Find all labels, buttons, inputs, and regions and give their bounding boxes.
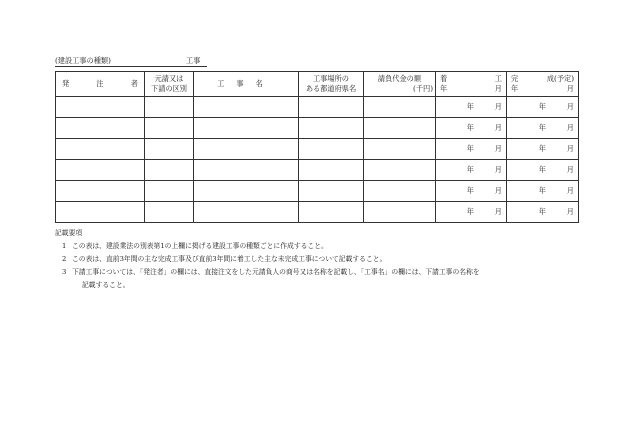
- work-name-cell[interactable]: [194, 202, 299, 223]
- table-row: [56, 202, 579, 223]
- end-month-label: 月: [566, 186, 574, 195]
- header-category-line2: 下請の区別: [151, 84, 187, 93]
- instruction-number: 1: [62, 242, 67, 250]
- end-year-label: 年: [538, 165, 546, 174]
- end-year-label: 年: [538, 144, 546, 153]
- instruction-text: この表は、直前3年間の主な完成工事及び直前3年間に着工した主な未完成工事について記載すること。: [72, 255, 387, 263]
- start-year-label: 年: [466, 123, 474, 132]
- orderer-cell[interactable]: [56, 202, 145, 223]
- instruction-continuation: 記載すること。: [82, 281, 130, 289]
- instruction-number: 3: [62, 268, 67, 276]
- start-month-label: 月: [494, 102, 502, 111]
- orderer-cell[interactable]: [56, 160, 145, 181]
- end-date-cell[interactable]: [507, 139, 579, 160]
- start-month-label: 月: [494, 186, 502, 195]
- location-cell[interactable]: [299, 160, 364, 181]
- end-year-label: 年: [538, 186, 546, 195]
- category-cell[interactable]: [145, 202, 194, 223]
- instruction-number: 2: [62, 255, 67, 263]
- location-cell[interactable]: [299, 118, 364, 139]
- amount-cell[interactable]: [364, 160, 436, 181]
- end-month-label: 月: [566, 123, 574, 132]
- amount-cell[interactable]: [364, 139, 436, 160]
- location-cell[interactable]: [299, 97, 364, 118]
- amount-cell[interactable]: [364, 97, 436, 118]
- instructions-heading: 記載要項: [55, 229, 83, 237]
- amount-cell[interactable]: [364, 118, 436, 139]
- table-row: [56, 181, 579, 202]
- end-month-label: 月: [566, 144, 574, 153]
- construction-type-label: (建設工事の種類): [55, 56, 111, 65]
- start-date-cell[interactable]: [436, 181, 507, 202]
- category-cell[interactable]: [145, 139, 194, 160]
- header-start-year: 年: [440, 84, 448, 93]
- start-month-label: 月: [494, 123, 502, 132]
- work-name-cell[interactable]: [194, 97, 299, 118]
- header-start-a: 着: [440, 74, 448, 83]
- end-date-cell[interactable]: [507, 118, 579, 139]
- end-month-label: 月: [566, 102, 574, 111]
- start-year-label: 年: [466, 144, 474, 153]
- orderer-cell[interactable]: [56, 97, 145, 118]
- work-name-cell[interactable]: [194, 160, 299, 181]
- construction-type-underline: [55, 66, 207, 67]
- instructions-section: [55, 227, 585, 292]
- header-location: [299, 72, 364, 97]
- header-orderer: 発注者: [56, 72, 145, 97]
- start-year-label: 年: [466, 186, 474, 195]
- header-end: [507, 72, 579, 97]
- header-end-a: 完: [511, 74, 519, 83]
- end-month-label: 月: [566, 165, 574, 174]
- header-start-month: 月: [494, 84, 502, 93]
- end-year-label: 年: [538, 102, 546, 111]
- table-row: [56, 118, 579, 139]
- header-amount-line1: 請負代金の額: [377, 74, 422, 83]
- work-name-cell[interactable]: [194, 139, 299, 160]
- category-cell[interactable]: [145, 160, 194, 181]
- location-cell[interactable]: [299, 139, 364, 160]
- work-name-cell[interactable]: [194, 181, 299, 202]
- start-month-label: 月: [494, 144, 502, 153]
- construction-type-title: [55, 55, 207, 67]
- table-row: [56, 97, 579, 118]
- start-date-cell[interactable]: [436, 202, 507, 223]
- orderer-cell[interactable]: [56, 118, 145, 139]
- table-row: [56, 139, 579, 160]
- header-end-year: 年: [511, 84, 519, 93]
- header-amount-line2: (千円): [413, 84, 433, 93]
- table-header-row: [56, 72, 579, 97]
- amount-cell[interactable]: [364, 181, 436, 202]
- location-cell[interactable]: [299, 181, 364, 202]
- table-row: [56, 160, 579, 181]
- header-start: [436, 72, 507, 97]
- instruction-text: 下請工事については、「発注者」の欄には、直接注文をした元請負人の商号又は名称を記載し、「工事名」の欄には、下請工事の名称を: [72, 268, 480, 276]
- header-location-line1: 工事場所の: [313, 74, 349, 83]
- end-date-cell[interactable]: [507, 181, 579, 202]
- end-date-cell[interactable]: [507, 97, 579, 118]
- instruction-item: [55, 253, 585, 266]
- start-year-label: 年: [466, 207, 474, 216]
- end-date-cell[interactable]: [507, 160, 579, 181]
- orderer-cell[interactable]: [56, 181, 145, 202]
- header-start-b: 工: [494, 74, 502, 83]
- construction-type-suffix: 工事: [186, 56, 201, 65]
- header-end-month: 月: [566, 84, 574, 93]
- start-month-label: 月: [494, 207, 502, 216]
- instruction-text: この表は、建設業法の別表第1の上欄に掲げる建設工事の種類ごとに作成すること。: [72, 242, 328, 250]
- header-amount: [364, 72, 436, 97]
- header-category-line1: 元請又は: [154, 74, 184, 83]
- amount-cell[interactable]: [364, 202, 436, 223]
- header-category: [145, 72, 194, 97]
- end-month-label: 月: [566, 207, 574, 216]
- instruction-item: [55, 240, 585, 253]
- category-cell[interactable]: [145, 118, 194, 139]
- header-work-name: 工事名: [194, 72, 299, 97]
- start-date-cell[interactable]: [436, 118, 507, 139]
- location-cell[interactable]: [299, 202, 364, 223]
- header-end-b: 成(予定): [546, 74, 574, 83]
- start-date-cell[interactable]: [436, 139, 507, 160]
- work-name-cell[interactable]: [194, 118, 299, 139]
- header-location-line2: ある都道府県名: [305, 84, 357, 93]
- end-year-label: 年: [538, 207, 546, 216]
- start-date-cell[interactable]: [436, 97, 507, 118]
- category-cell[interactable]: [145, 97, 194, 118]
- start-date-cell[interactable]: [436, 160, 507, 181]
- end-date-cell[interactable]: [507, 202, 579, 223]
- start-year-label: 年: [466, 165, 474, 174]
- instruction-item: [55, 266, 585, 279]
- orderer-cell[interactable]: [56, 139, 145, 160]
- start-year-label: 年: [466, 102, 474, 111]
- start-month-label: 月: [494, 165, 502, 174]
- category-cell[interactable]: [145, 181, 194, 202]
- construction-works-table: [55, 71, 579, 223]
- end-year-label: 年: [538, 123, 546, 132]
